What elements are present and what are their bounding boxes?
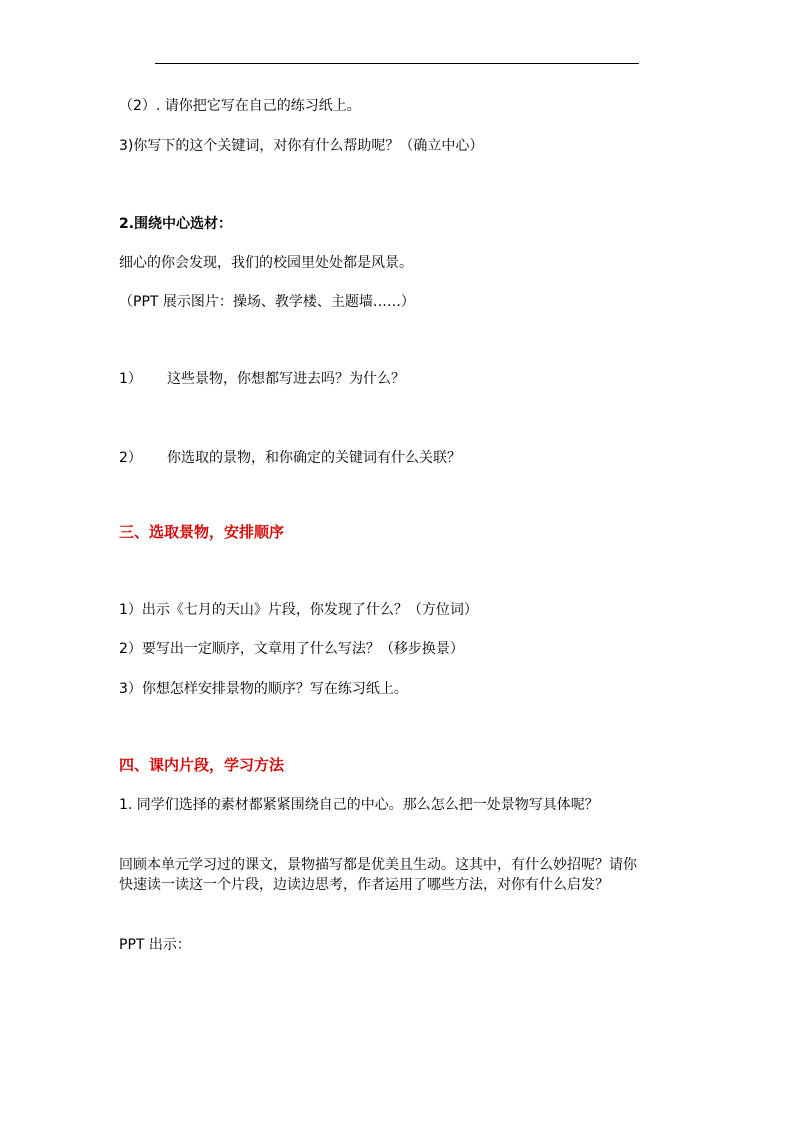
text-line: 2）要写出一定顺序，文章用了什么写法？（移步换景）: [119, 641, 464, 657]
header-rule: [155, 63, 639, 64]
section-heading: 四、课内片段，学习方法: [119, 756, 285, 774]
text-line: （2）. 请你把它写在自己的练习纸上。: [119, 98, 361, 114]
text-line: 3）你想怎样安排景物的顺序？写在练习纸上。: [119, 681, 408, 697]
text-line: 1）出示《七月的天山》片段，你发现了什么？（方位词）: [119, 602, 478, 618]
question-number: 1）: [119, 371, 142, 387]
section-heading: 2.围绕中心选材：: [119, 216, 233, 232]
text-line: 细心的你会发现，我们的校园里处处都是风景。: [119, 255, 413, 271]
question-text: 这些景物，你想都写进去吗？为什么？: [167, 371, 405, 387]
paragraph: 回顾本单元学习过的课文，景物描写都是优美且生动。这其中，有什么妙招呢？请你快速读一读这一个片段，边读边思考，作者运用了哪些方法，对你有什么启发？: [119, 857, 637, 893]
question-item: [119, 448, 461, 468]
text-line: 3)你写下的这个关键词，对你有什么帮助呢？（确立中心）: [119, 138, 484, 154]
question-item: [119, 369, 405, 389]
text-line: （PPT 展示图片：操场、教学楼、主题墙……）: [119, 294, 415, 310]
section-heading: 三、选取景物，安排顺序: [119, 523, 285, 541]
paragraph: 1. 同学们选择的素材都紧紧围绕自己的中心。那么怎么把一处景物写具体呢？: [119, 797, 599, 813]
question-text: 你选取的景物，和你确定的关键词有什么关联？: [167, 450, 461, 466]
text-line: PPT 出示：: [119, 937, 191, 953]
question-number: 2）: [119, 450, 142, 466]
